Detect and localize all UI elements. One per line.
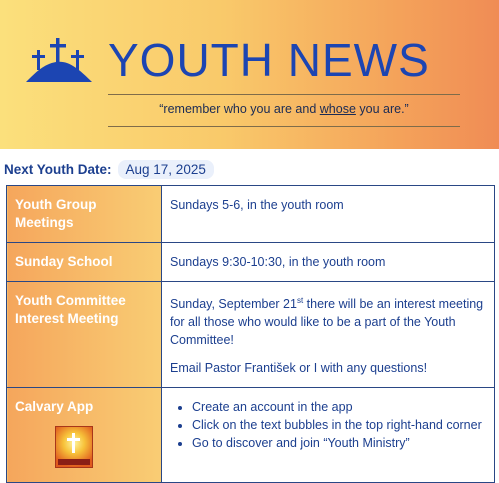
app-steps-list [170,398,486,452]
row-label: Sunday School [7,243,162,282]
three-crosses-icon [26,38,92,84]
page-title: YOUTH NEWS [108,34,430,86]
list-item: • Click on the text bubbles in the top right-hand corner [192,416,486,434]
row-label: Youth Group Meetings [7,186,162,243]
interest-meeting-text: Sunday, September 21st there will be an interest meeting for all those who would like to be a part of the Youth Committee! [170,296,484,348]
row-value: Sundays 5-6, in the youth room [162,186,495,243]
table-row [7,388,495,483]
divider [108,94,460,95]
row-label: Calvary App [15,399,94,415]
row-label-cell [7,388,162,483]
row-value [162,282,495,388]
divider [108,126,460,127]
list-item: • Go to discover and join “Youth Ministry” [192,434,486,452]
row-value [162,388,495,483]
tagline: “remember who you are and whose you are.” [159,102,409,116]
email-note: Email Pastor František or I with any questions! [170,361,428,376]
next-date-chip[interactable]: Aug 17, 2025 [118,160,214,179]
schedule-table [6,185,495,483]
row-label: Youth Committee Interest Meeting [7,282,162,388]
next-date-row [4,160,214,179]
calvary-app-logo-icon [55,426,93,468]
table-row [7,186,495,243]
table-row [7,282,495,388]
header-banner [0,0,499,149]
list-item: • Create an account in the app [192,398,486,416]
row-value: Sundays 9:30-10:30, in the youth room [162,243,495,282]
next-date-label: Next Youth Date: [4,162,112,177]
table-row [7,243,495,282]
